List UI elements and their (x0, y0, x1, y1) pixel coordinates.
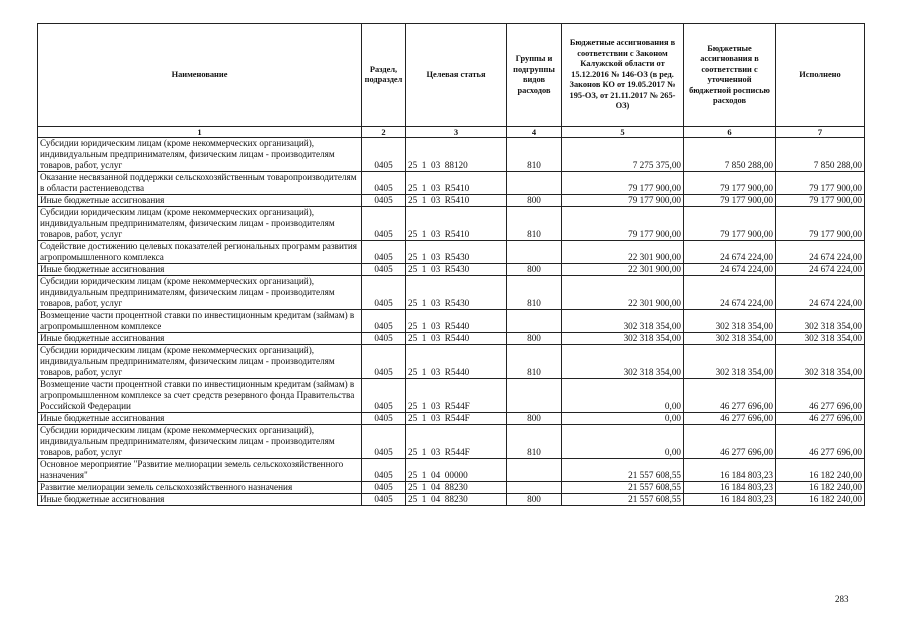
cell-target: 25 1 03 R544F (406, 379, 507, 413)
table-header-row (38, 24, 865, 127)
cell-group (507, 379, 562, 413)
cell-executed: 16 182 240,00 (776, 459, 865, 482)
column-number: 6 (684, 127, 776, 138)
table-body (38, 138, 865, 506)
table-row (38, 195, 865, 207)
cell-name: Иные бюджетные ассигнования (38, 264, 362, 276)
column-number: 5 (562, 127, 684, 138)
cell-section: 0405 (362, 195, 406, 207)
table-row (38, 333, 865, 345)
cell-target: 25 1 03 R5440 (406, 345, 507, 379)
cell-refined: 46 277 696,00 (684, 379, 776, 413)
table-row (38, 276, 865, 310)
cell-executed: 46 277 696,00 (776, 413, 865, 425)
cell-name: Субсидии юридическим лицам (кроме некоммерческих организаций), индивидуальным предпринимателям, физическим лицам - производителям товаров, работ, услуг (38, 276, 362, 310)
cell-refined: 302 318 354,00 (684, 345, 776, 379)
cell-refined: 46 277 696,00 (684, 425, 776, 459)
cell-refined: 79 177 900,00 (684, 172, 776, 195)
cell-target: 25 1 03 R5410 (406, 195, 507, 207)
cell-section: 0405 (362, 138, 406, 172)
cell-section: 0405 (362, 172, 406, 195)
cell-target: 25 1 03 R5440 (406, 333, 507, 345)
column-number: 4 (507, 127, 562, 138)
cell-target: 25 1 03 R5430 (406, 241, 507, 264)
cell-group: 800 (507, 494, 562, 506)
cell-refined: 16 184 803,23 (684, 459, 776, 482)
cell-group: 800 (507, 413, 562, 425)
cell-section: 0405 (362, 379, 406, 413)
table-row (38, 494, 865, 506)
cell-executed: 79 177 900,00 (776, 195, 865, 207)
cell-section: 0405 (362, 241, 406, 264)
cell-section: 0405 (362, 264, 406, 276)
column-number: 1 (38, 127, 362, 138)
cell-target: 25 1 03 R5440 (406, 310, 507, 333)
cell-refined: 24 674 224,00 (684, 264, 776, 276)
cell-name: Иные бюджетные ассигнования (38, 413, 362, 425)
cell-name: Оказание несвязанной поддержки сельскохозяйственным товаропроизводителям в области растениеводства (38, 172, 362, 195)
table-row (38, 310, 865, 333)
cell-refined: 24 674 224,00 (684, 241, 776, 264)
cell-law: 79 177 900,00 (562, 172, 684, 195)
cell-target: 25 1 03 R5410 (406, 172, 507, 195)
cell-name: Иные бюджетные ассигнования (38, 195, 362, 207)
cell-name: Субсидии юридическим лицам (кроме некоммерческих организаций), индивидуальным предпринимателям, физическим лицам - производителям товаров, работ, услуг (38, 138, 362, 172)
cell-executed: 24 674 224,00 (776, 241, 865, 264)
table-row (38, 459, 865, 482)
cell-law: 21 557 608,55 (562, 494, 684, 506)
header-executed: Исполнено (776, 24, 865, 127)
cell-executed: 302 318 354,00 (776, 345, 865, 379)
budget-table (37, 23, 865, 506)
cell-law: 302 318 354,00 (562, 333, 684, 345)
cell-group: 810 (507, 207, 562, 241)
table-row (38, 207, 865, 241)
cell-refined: 7 850 288,00 (684, 138, 776, 172)
cell-executed: 302 318 354,00 (776, 333, 865, 345)
cell-refined: 79 177 900,00 (684, 195, 776, 207)
cell-name: Субсидии юридическим лицам (кроме некоммерческих организаций), индивидуальным предпринимателям, физическим лицам - производителям товаров, работ, услуг (38, 425, 362, 459)
cell-law: 22 301 900,00 (562, 264, 684, 276)
cell-law: 302 318 354,00 (562, 310, 684, 333)
column-number: 2 (362, 127, 406, 138)
cell-law: 79 177 900,00 (562, 195, 684, 207)
cell-section: 0405 (362, 494, 406, 506)
table-row (38, 345, 865, 379)
cell-group: 810 (507, 345, 562, 379)
cell-name: Содействие достижению целевых показателей региональных программ развития агропромышленного комплекса (38, 241, 362, 264)
cell-refined: 302 318 354,00 (684, 333, 776, 345)
cell-section: 0405 (362, 333, 406, 345)
cell-target: 25 1 04 88230 (406, 494, 507, 506)
table-row (38, 172, 865, 195)
cell-executed: 24 674 224,00 (776, 264, 865, 276)
cell-executed: 16 182 240,00 (776, 482, 865, 494)
cell-group: 810 (507, 425, 562, 459)
cell-section: 0405 (362, 310, 406, 333)
cell-group: 800 (507, 195, 562, 207)
cell-group (507, 482, 562, 494)
cell-section: 0405 (362, 345, 406, 379)
cell-name: Субсидии юридическим лицам (кроме некоммерческих организаций), индивидуальным предпринимателям, физическим лицам - производителям товаров, работ, услуг (38, 345, 362, 379)
cell-group (507, 172, 562, 195)
table-row (38, 138, 865, 172)
cell-section: 0405 (362, 276, 406, 310)
cell-law: 0,00 (562, 425, 684, 459)
cell-target: 25 1 03 88120 (406, 138, 507, 172)
cell-law: 79 177 900,00 (562, 207, 684, 241)
cell-target: 25 1 03 R5430 (406, 276, 507, 310)
cell-group (507, 310, 562, 333)
cell-executed: 16 182 240,00 (776, 494, 865, 506)
cell-executed: 24 674 224,00 (776, 276, 865, 310)
cell-group: 810 (507, 138, 562, 172)
column-number: 7 (776, 127, 865, 138)
cell-group (507, 241, 562, 264)
cell-target: 25 1 04 00000 (406, 459, 507, 482)
header-groups: Группы и подгруппы видов расходов (507, 24, 562, 127)
cell-group: 800 (507, 333, 562, 345)
cell-refined: 302 318 354,00 (684, 310, 776, 333)
cell-law: 0,00 (562, 379, 684, 413)
table-row (38, 413, 865, 425)
cell-target: 25 1 04 88230 (406, 482, 507, 494)
cell-group: 800 (507, 264, 562, 276)
cell-law: 22 301 900,00 (562, 276, 684, 310)
cell-name: Субсидии юридическим лицам (кроме некоммерческих организаций), индивидуальным предпринимателям, физическим лицам - производителям товаров, работ, услуг (38, 207, 362, 241)
cell-name: Развитие мелиорации земель сельскохозяйственного назначения (38, 482, 362, 494)
cell-name: Иные бюджетные ассигнования (38, 494, 362, 506)
table-row (38, 264, 865, 276)
cell-name: Возмещение части процентной ставки по инвестиционным кредитам (займам) в агропромышленном комплексе за счет средств резервного фонда Правительства Российской Федерации (38, 379, 362, 413)
header-target: Целевая статья (406, 24, 507, 127)
cell-law: 302 318 354,00 (562, 345, 684, 379)
table-row (38, 425, 865, 459)
cell-law: 0,00 (562, 413, 684, 425)
cell-law: 22 301 900,00 (562, 241, 684, 264)
cell-section: 0405 (362, 425, 406, 459)
cell-law: 21 557 608,55 (562, 459, 684, 482)
cell-executed: 302 318 354,00 (776, 310, 865, 333)
cell-executed: 79 177 900,00 (776, 172, 865, 195)
cell-refined: 46 277 696,00 (684, 413, 776, 425)
cell-executed: 46 277 696,00 (776, 425, 865, 459)
cell-target: 25 1 03 R5410 (406, 207, 507, 241)
cell-law: 7 275 375,00 (562, 138, 684, 172)
page-number: 283 (835, 594, 849, 604)
cell-group: 810 (507, 276, 562, 310)
cell-section: 0405 (362, 413, 406, 425)
cell-target: 25 1 03 R544F (406, 413, 507, 425)
cell-refined: 79 177 900,00 (684, 207, 776, 241)
column-numbers-row (38, 127, 865, 138)
table-row (38, 241, 865, 264)
header-law: Бюджетные ассигнования в соответствии с Законом Калужской области от 15.12.2016 № 146-ОЗ (в ред. Законов КО от 19.05.2017 № 195-ОЗ, от 21.11.2017 № 265-ОЗ) (562, 24, 684, 127)
cell-executed: 7 850 288,00 (776, 138, 865, 172)
cell-target: 25 1 03 R544F (406, 425, 507, 459)
header-name: Наименование (38, 24, 362, 127)
header-refined: Бюджетные ассигнования в соответствии с уточненной бюджетной росписью расходов (684, 24, 776, 127)
column-number: 3 (406, 127, 507, 138)
cell-section: 0405 (362, 207, 406, 241)
cell-group (507, 459, 562, 482)
cell-refined: 16 184 803,23 (684, 494, 776, 506)
cell-section: 0405 (362, 482, 406, 494)
header-section: Раздел, подраздел (362, 24, 406, 127)
table-row (38, 482, 865, 494)
cell-executed: 79 177 900,00 (776, 207, 865, 241)
cell-section: 0405 (362, 459, 406, 482)
cell-refined: 24 674 224,00 (684, 276, 776, 310)
cell-refined: 16 184 803,23 (684, 482, 776, 494)
cell-executed: 46 277 696,00 (776, 379, 865, 413)
cell-name: Иные бюджетные ассигнования (38, 333, 362, 345)
cell-name: Возмещение части процентной ставки по инвестиционным кредитам (займам) в агропромышленном комплексе (38, 310, 362, 333)
cell-name: Основное мероприятие "Развитие мелиорации земель сельскохозяйственного назначения" (38, 459, 362, 482)
cell-law: 21 557 608,55 (562, 482, 684, 494)
cell-target: 25 1 03 R5430 (406, 264, 507, 276)
table-row (38, 379, 865, 413)
